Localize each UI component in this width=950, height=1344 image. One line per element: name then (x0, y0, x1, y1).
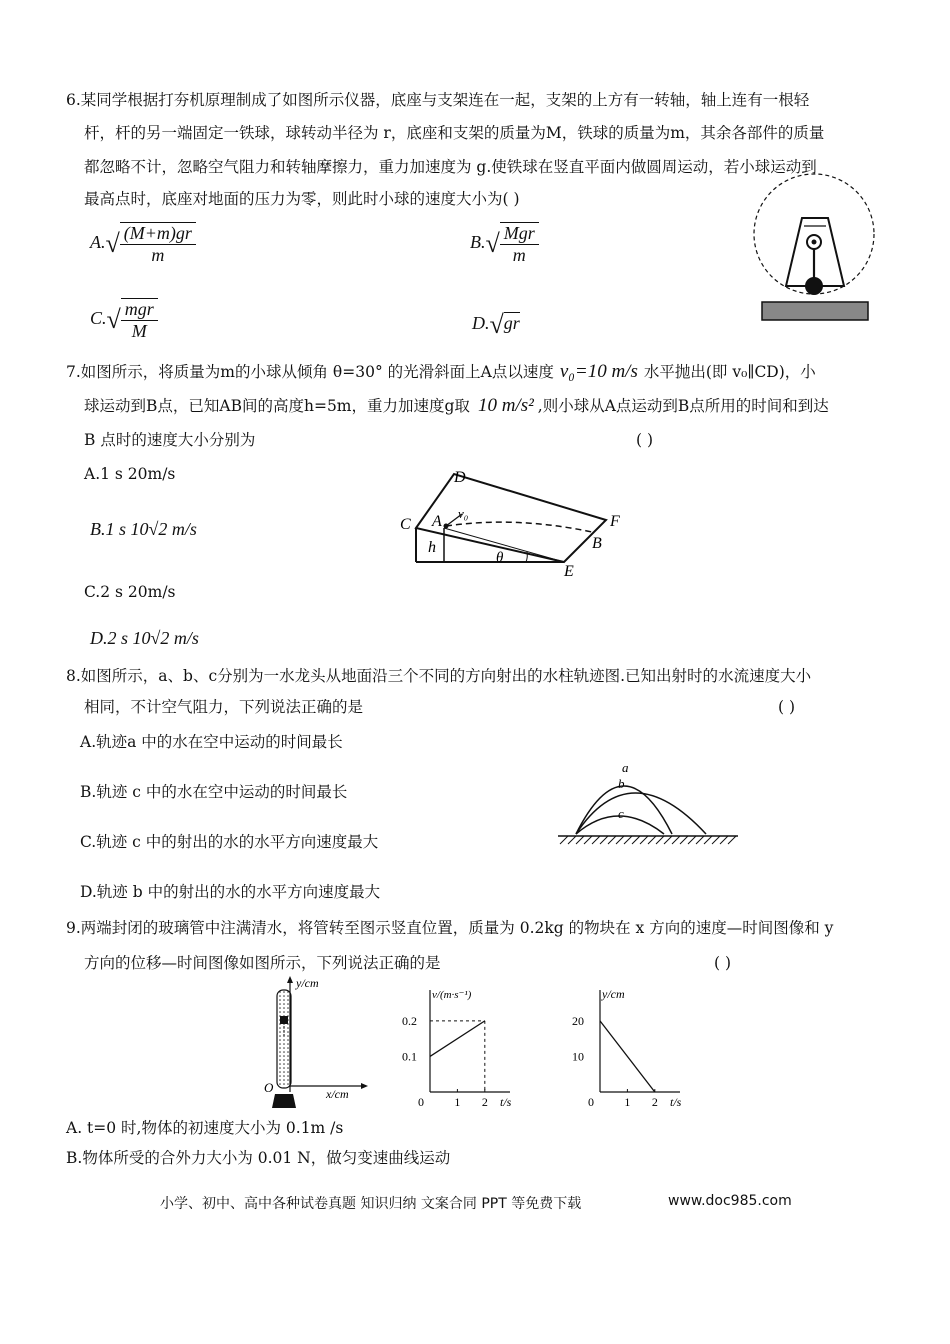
q9-answer-paren: ( ) (714, 954, 732, 972)
q7-line1-part1: 7.如图所示，将质量为m的小球从倾角 θ=30° 的光滑斜面上A点以速度 (66, 363, 554, 381)
chart2-origin: 0 (588, 1095, 594, 1109)
trajectory-b (576, 793, 706, 834)
fraction-denominator: m (512, 245, 526, 265)
iron-ball (805, 277, 823, 295)
q7-line2-part1: 球运动到B点，已知AB间的高度h=5m，重力加速度g取 (84, 397, 470, 415)
chart2-ylabel: y/cm (602, 987, 625, 1001)
glass-tube-figure (254, 974, 374, 1114)
q6-line2: 杆，杆的另一端固定一铁球，球转动半径为 r，底座和支架的质量为M，铁球的质量为m，其余各部件的质量 (84, 124, 825, 142)
axle (812, 240, 817, 245)
tube-y-label: y/cm (296, 976, 319, 990)
chart1-ytick: 0.1 (402, 1049, 417, 1064)
q7-option-c: C.2 s 20m/s (84, 583, 176, 601)
radicand: gr (503, 313, 520, 334)
q8-line2: 相同，不计空气阻力，下列说法正确的是 (84, 698, 364, 716)
chart2-xtick: 1 (624, 1095, 631, 1109)
chart2-ytick: 10 (572, 1049, 584, 1064)
ground-hatch (560, 836, 736, 844)
chart1-origin: 0 (418, 1095, 424, 1109)
footer-text: 小学、初中、高中各种试卷真题 知识归纳 文案合同 PPT 等免费下载 (160, 1196, 582, 1212)
trajectory-path (446, 522, 592, 532)
q7-option-d: D.2 s 10√2 m/s (90, 628, 199, 648)
block (280, 1016, 288, 1024)
base (762, 302, 868, 320)
q9-option-b: B.物体所受的合外力大小为 0.01 N，做匀变速曲线运动 (66, 1149, 451, 1167)
fraction-numerator: (M+m)gr (120, 223, 196, 245)
q9-option-a: A. t=0 时,物体的初速度大小为 0.1m /s (66, 1119, 344, 1137)
q8-line1: 8.如图所示，a、b、c分别为一水龙头从地面沿三个不同的方向射出的水柱轨迹图.已知出射时的水流速度大小 (66, 667, 812, 685)
label-c: c (618, 806, 624, 821)
y-arrow (287, 976, 293, 983)
fraction-denominator: M (131, 321, 147, 341)
glass-tube (277, 990, 291, 1088)
chart1-ylabel: v/(m·s⁻¹) (432, 989, 472, 1001)
option-label: C. (90, 308, 107, 329)
tube-origin-label: O (264, 1080, 274, 1095)
q6-line4: 最高点时，底座对地面的压力为零，则此时小球的速度大小为( ) (84, 190, 520, 208)
q8-answer-paren: ( ) (778, 698, 796, 716)
q6-option-d: D.√gr (472, 310, 520, 339)
label-v0: v₀ (458, 506, 469, 521)
q8-option-a: A.轨迹a 中的水在空中运动的时间最长 (80, 733, 343, 751)
option-label: D. (472, 313, 490, 334)
label-d: D (454, 469, 466, 486)
label-h: h (428, 539, 436, 556)
fraction-denominator: m (151, 245, 165, 265)
q7-option-b: B.1 s 10√2 m/s (90, 519, 197, 539)
point-a-dot (444, 524, 449, 529)
option-label: A. (90, 232, 106, 253)
label-c: C (400, 516, 411, 533)
velocity-time-chart (396, 980, 516, 1112)
q9-line2: 方向的位移—时间图像如图所示，下列说法正确的是 (84, 954, 441, 972)
chart2-ytick: 20 (572, 1013, 584, 1028)
q7-line1 (66, 362, 816, 382)
option-label: B. (470, 232, 486, 253)
q7-line1-part2: 水平抛出(即 v₀∥CD)，小 (643, 363, 816, 381)
gravity-value: 10 m/s² (477, 395, 534, 416)
tamper-device-figure (752, 168, 892, 328)
label-b: b (618, 776, 625, 791)
label-a: a (622, 760, 629, 775)
q6-option-b: B.√ $\frac{\text{Mgr}}{m}$ (470, 222, 539, 266)
q7-answer-paren: ( ) (636, 431, 654, 449)
chart2-series-line (600, 1021, 655, 1092)
tube-stopper (272, 1094, 296, 1108)
q6-line3: 都忽略不计，忽略空气阻力和转轴摩擦力，重力加速度为 g.使铁球在竖直平面内做圆周运动，若小球运动到 (84, 158, 817, 176)
tube-x-label: x/cm (326, 1087, 349, 1101)
q7-line3: B 点时的速度大小分别为 (84, 431, 256, 449)
q7-option-a: A.1 s 20m/s (84, 465, 176, 483)
label-e: E (564, 563, 574, 580)
chart1-xtick: 2 (481, 1095, 488, 1109)
displacement-time-chart (566, 980, 686, 1112)
x-arrow (361, 1083, 368, 1089)
q6-line1: 6.某同学根据打夯机原理制成了如图所示仪器，底座与支架连在一起，支架的上方有一转轴，轴上连有一根轻 (66, 91, 810, 109)
q6-option-c: C.√ $\frac{\text{mgr}}{M}$ (90, 298, 158, 342)
chart2-xtick: 2 (651, 1095, 658, 1109)
chart1-xlabel: t/s (500, 1095, 512, 1109)
q8-option-c: C.轨迹 c 中的射出的水的水平方向速度最大 (80, 833, 379, 851)
chart2-xlabel: t/s (670, 1095, 682, 1109)
q6-option-a: A.√ $\frac{(M+m)gr}{m}$ (90, 222, 196, 266)
footer-url[interactable]: www.doc985.com (668, 1193, 792, 1209)
incline-figure (396, 466, 636, 580)
label-f: F (610, 513, 620, 530)
chart1-series-line (430, 1021, 485, 1057)
line-ae (444, 528, 564, 562)
q7-line2 (84, 396, 829, 416)
label-a: A (432, 513, 442, 530)
label-b: B (592, 535, 602, 552)
q9-line1: 9.两端封闭的玻璃管中注满清水，将管转至图示竖直位置，质量为 0.2kg 的物块在 x 方向的速度—时间图像和 y (66, 919, 834, 937)
label-theta: θ (496, 550, 504, 566)
initial-velocity: v₀=10 m/s (559, 361, 638, 382)
water-jets-figure (556, 758, 740, 848)
chart1-xtick: 1 (454, 1095, 461, 1109)
q7-line2-part2: ,则小球从A点运动到B点所用的时间和到达 (537, 397, 829, 415)
q8-option-b: B.轨迹 c 中的水在空中运动的时间最长 (80, 783, 348, 801)
chart1-ytick: 0.2 (402, 1013, 417, 1028)
fraction-numerator: Mgr (500, 223, 539, 245)
trajectory-a (576, 786, 672, 834)
q8-option-d: D.轨迹 b 中的射出的水的水平方向速度最大 (80, 883, 381, 901)
fraction-numerator: mgr (121, 299, 158, 321)
